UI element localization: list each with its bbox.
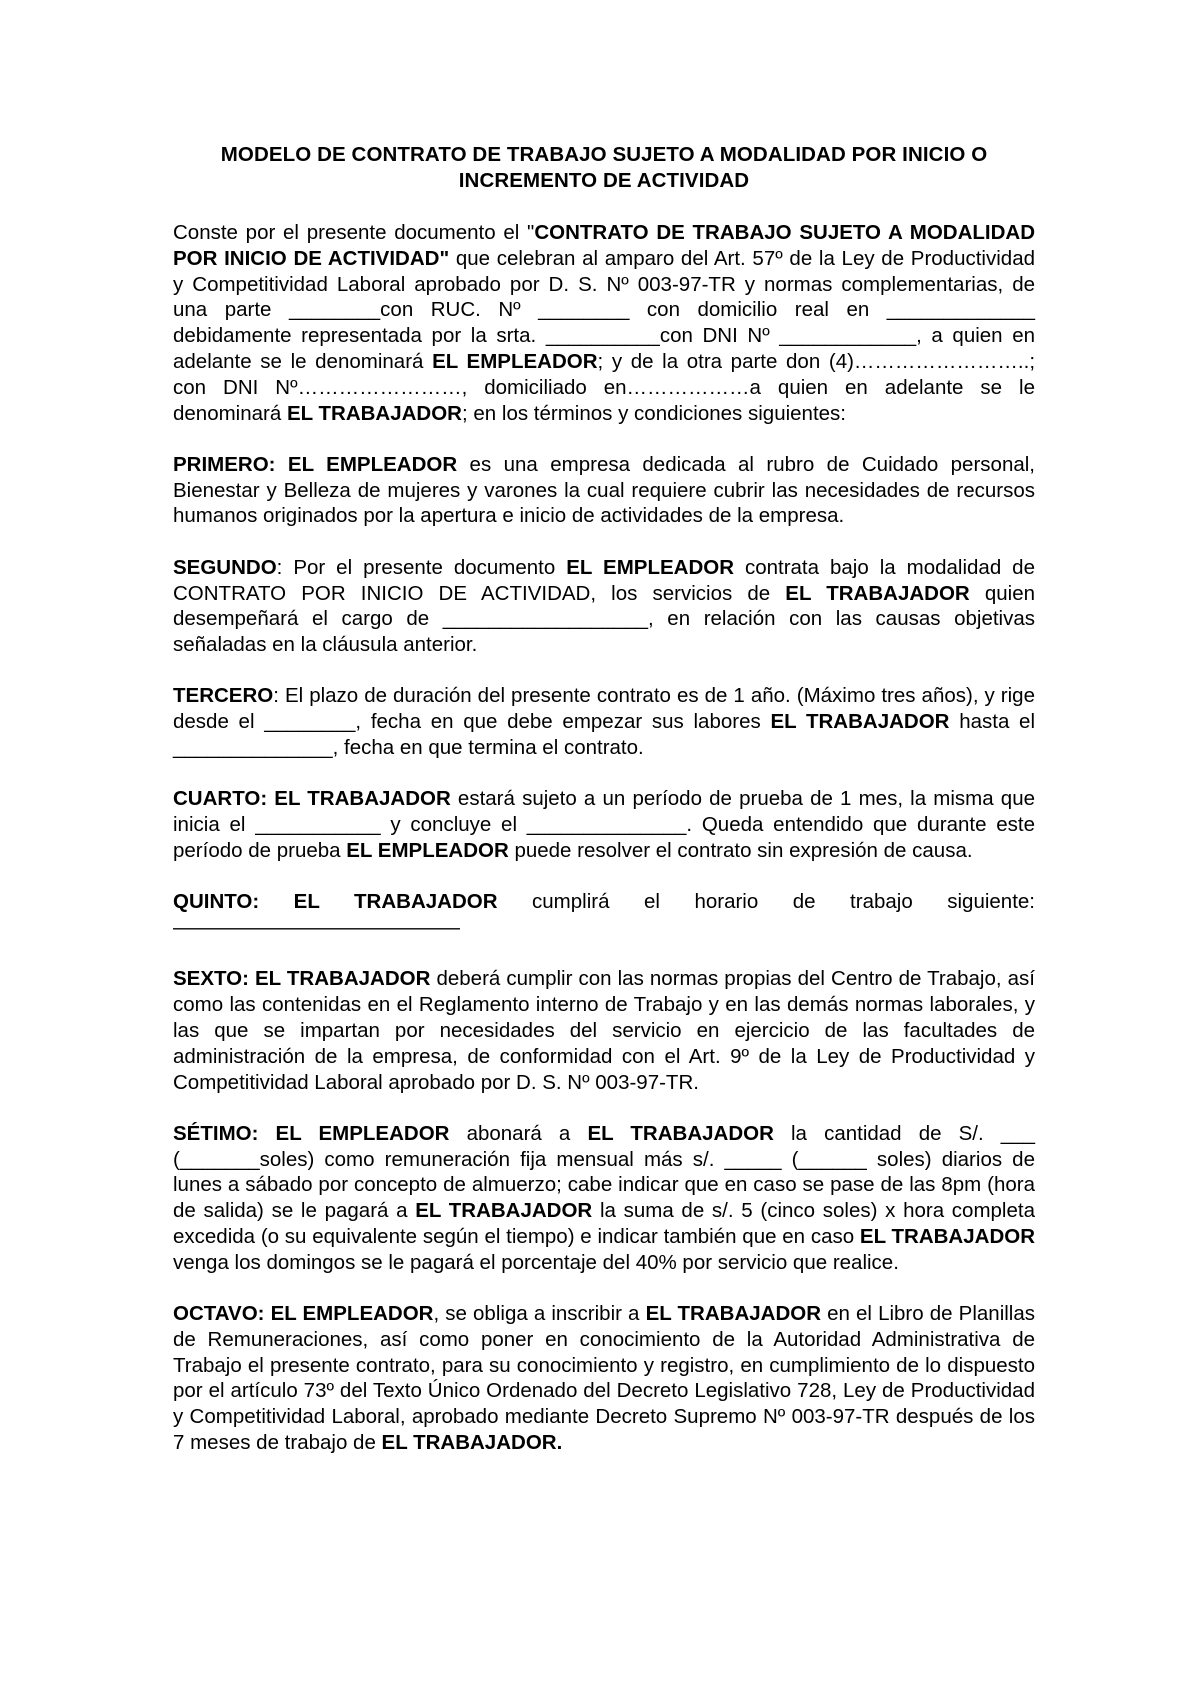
text-run: Conste por el presente documento el " [173,221,535,244]
title-line-1: MODELO DE CONTRATO DE TRABAJO SUJETO A MODALIDAD POR INICIO O [220,143,988,166]
clause-octavo [173,1301,1035,1456]
clause-sexto [173,966,1035,1095]
bold-text-run: EL TRABAJADOR [286,401,462,425]
text-run: en el Libro de Planillas de Remuneraciones, así como poner en conocimiento de la Autoridad Administrativa de Trabajo el presente contrato, para su conocimiento y registro, en cumplimiento de lo dispuesto por el artículo 73º del Texto Único Ordenado del Decreto Legislativo 728, Ley de Productividad y Competitividad Laboral, aprobado mediante Decreto Supremo Nº 003-97-TR después de los 7 meses de trabajo de [173,1302,1036,1455]
text-run: venga los domingos se le pagará el porcentaje del 40% por servicio que realice. [173,1250,899,1274]
text-run: puede resolver el contrato sin expresión de causa. [508,838,973,862]
text-run: hasta el ______________, fecha en que termina el contrato. [173,710,1036,760]
bold-text-run: QUINTO: EL TRABAJADOR [173,890,498,914]
clause-setimo [173,1121,1035,1276]
text-run: deberá cumplir con las normas propias del Centro de Trabajo, así como las contenidas en el Reglamento interno de Trabajo y en las demás normas laborales, y las que se impartan por necesidades del servicio en ejercicio de las facultades de administración de la empresa, de conformidad con el Art. 9º de la Ley de Productividad y Competitividad Laboral aprobado por D. S. Nº 003-97-TR. [173,967,1035,1094]
clause-primero [173,452,1035,529]
bold-text-run: EL TRABAJADOR [587,1121,774,1145]
bold-text-run: SEXTO: EL TRABAJADOR [173,967,431,991]
text-run: abonará a [449,1121,588,1145]
bold-text-run: EL EMPLEADOR [566,555,734,579]
bold-text-run: SEGUNDO [173,555,277,579]
bold-text-run: TERCERO [173,684,274,708]
text-run: la suma de s/. 5 (cinco soles) x hora completa excedida (o su equivalente según el tiempo) e indicar también que en caso [173,1199,1035,1248]
bold-text-run: EL TRABAJADOR [859,1225,1035,1248]
bold-text-run: PRIMERO: EL EMPLEADOR [173,452,458,476]
bold-text-run: EL TRABAJADOR [785,581,970,605]
text-run: : El plazo de duración del presente contrato es de 1 año. (Máximo tres años), y rige desde el ________, fecha en que debe empezar sus labores [173,684,1035,734]
bold-text-run: EL EMPLEADOR [432,349,598,373]
bold-text-run: OCTAVO: EL EMPLEADOR [173,1302,434,1326]
bold-text-run: SÉTIMO: EL EMPLEADOR [173,1121,450,1145]
text-run: : Por el presente documento [276,555,567,579]
text-run: es una empresa dedicada al rubro de Cuidado personal, Bienestar y Belleza de mujeres y varones la cual requiere cubrir las necesidades de recursos humanos originados por la apertura e inicio de actividades de la empresa. [173,452,1035,528]
text-run: , se obliga a inscribir a [433,1302,646,1326]
text-run: ; y de la otra parte don (4)……………………..; con DNI Nº……………………, domiciliado en………………a quien en adelante se le denominará [173,349,1036,425]
text-run: quien desempeñará el cargo de __________________, en relación con las causas objetivas señaladas en la cláusula anterior. [173,581,1035,657]
bold-text-run: EL EMPLEADOR [346,838,509,862]
text-run: contrata bajo la modalidad de CONTRATO POR INICIO DE ACTIVIDAD, los servicios de [173,555,1035,605]
clause-segundo [173,555,1035,658]
text-run: estará sujeto a un período de prueba de 1 mes, la misma que inicia el ___________ y concluye el ______________. Queda entendido que durante este período de prueba [173,787,1035,862]
document-body [173,142,1035,1481]
text-run: cumplirá el horario de trabajo siguiente: —————————————— [173,890,1036,940]
text-run: la cantidad de S/. ___ (_______soles) como remuneración fija mensual más s/. _____ (______ soles) diarios de lunes a sábado por concepto de almuerzo; cabe indicar que en caso se pase de las 8pm (hora de salida) se le pagará a [173,1121,1035,1223]
document-title [173,142,1035,194]
bold-text-run: EL TRABAJADOR [645,1302,822,1326]
bold-text-run: CUARTO: EL TRABAJADOR [173,787,451,811]
clause-tercero [173,683,1035,760]
bold-text-run: EL TRABAJADOR. [381,1431,563,1455]
bold-text-run: EL TRABAJADOR [770,710,950,734]
bold-text-run: EL TRABAJADOR [415,1199,593,1223]
text-run: ; en los términos y condiciones siguientes: [462,401,847,425]
intro-paragraph [173,220,1035,426]
bold-text-run: CONTRATO DE TRABAJO SUJETO A MODALIDAD POR INICIO DE ACTIVIDAD" [173,221,1035,270]
clause-cuarto [173,786,1035,863]
title-line-2: INCREMENTO DE ACTIVIDAD [458,169,750,192]
clauses-list [173,452,1035,1456]
text-run: que celebran al amparo del Art. 57º de la Ley de Productividad y Competitividad Laboral aprobado por D. S. Nº 003-97-TR y normas complementarias, de una parte ________con RUC. Nº ________ con domicilio real en _____________ debidamente representada por la srta. __________con DNI Nº ____________, a quien en adelante se le denominará [173,246,1035,373]
clause-quinto [173,889,1035,941]
